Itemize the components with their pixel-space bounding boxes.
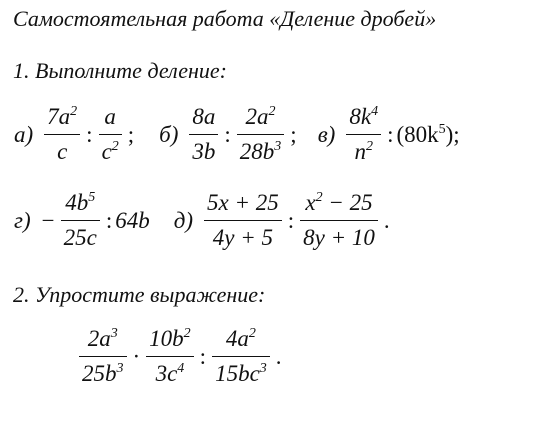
task1-row2 [14,190,393,251]
semicolon: ; [290,121,297,147]
minus-sign: − [41,207,55,233]
task2-fraction-1: $\frac{2a^3}{25b^3}$ [79,326,127,387]
item-b-label: б) [159,121,179,147]
period: . [383,207,390,233]
item-d-label: д) [173,207,194,233]
item-a-label: а) [14,121,34,147]
task2-heading: 2. Упростите выражение: [13,282,266,307]
division-sign: : [199,343,207,369]
task2-fraction-3: $\frac{4a^2}{15bc^3}$ [212,326,270,387]
division-sign: : [105,207,113,233]
task2-expression [76,326,285,387]
item-d-fraction-2: $\frac{x^2 - 25}{8y + 10}$ [300,190,378,251]
item-a-fraction-2: $\frac{a}{c^2}$ [99,104,122,165]
item-g-fraction-1: $\frac{4b^5}{25c}$ [61,190,100,251]
item-b-fraction-1: $\frac{8a}{3b}$ [189,104,218,165]
item-b-fraction-2: $\frac{2a^2}{28b^3}$ [237,104,285,165]
item-g-label: г) [14,207,31,233]
item-d-fraction-1: $\frac{5x + 25}{4y + 5}$ [204,190,282,251]
page-title: Самостоятельная работа «Деление дробей» [13,6,437,31]
division-sign: : [287,207,295,233]
semicolon: ; [127,121,135,147]
task2-fraction-2: $\frac{10b^2}{3c^4}$ [146,326,194,387]
division-sign: : [224,121,231,147]
item-v-fraction-1: $\frac{8k^4}{n^2}$ [346,104,381,165]
item-v-tail: $(80k^5)$; [396,121,460,147]
task1-row1 [14,104,460,165]
item-v-label: в) [317,121,336,147]
division-sign: : [387,121,394,147]
item-a-fraction-1: $\frac{7a^2}{c}$ [44,104,80,165]
task1-heading: 1. Выполните деление: [13,58,227,83]
multiplication-dot: · [132,343,141,369]
division-sign: : [86,121,93,147]
period: . [275,343,282,369]
item-g-tail: 64b [115,207,150,233]
